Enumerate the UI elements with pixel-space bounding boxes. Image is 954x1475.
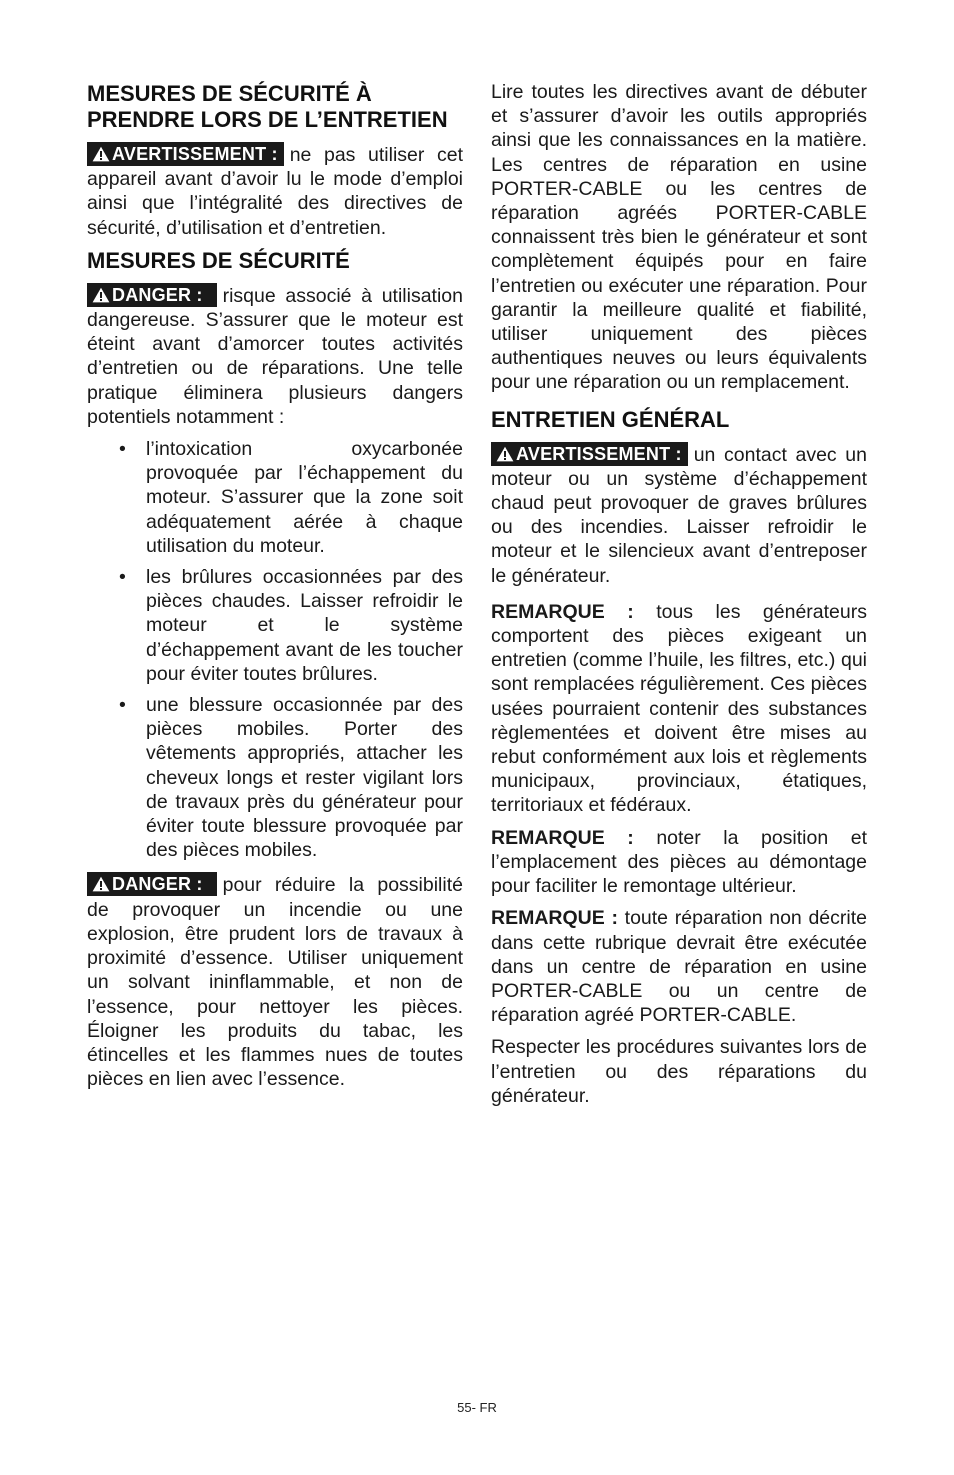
warning-badge-label: AVERTISSEMENT : (516, 443, 682, 464)
note-paragraph (491, 906, 867, 1027)
note-label: REMARQUE : (491, 826, 634, 849)
note-paragraph (491, 826, 867, 899)
right-column (491, 80, 867, 1116)
danger-paragraph (87, 283, 463, 429)
list-item (119, 565, 463, 686)
closing-paragraph: Respecter les procédures suivantes lors de l’entretien ou des réparations du générateur. (491, 1036, 867, 1107)
danger-badge-label: DANGER : (112, 284, 203, 305)
warning-paragraph (87, 142, 463, 240)
warning-badge (87, 142, 284, 166)
warning-triangle-icon (496, 446, 514, 462)
danger-badge (87, 283, 217, 307)
warning-badge (491, 442, 688, 466)
danger-paragraph-fuel (87, 872, 463, 1091)
list-item-text: l’intoxication oxycarbonée provoquée par l’échappement du moteur. S’assurer que la zone soit adéquatement aérée à chaque utilisation du moteur. (146, 438, 463, 557)
note-text: toute réparation non décrite dans cette rubrique devrait être exécutée dans un centre de réparation en usine PORTER-CABLE ou un centre de réparation agréé PORTER-CABLE. (491, 907, 867, 1027)
left-column (87, 80, 463, 1099)
danger-badge (87, 872, 217, 896)
page-number: 55- FR (457, 1400, 497, 1415)
danger-text: pour réduire la possibilité de provoquer un incendie ou une explosion, être prudent lors de travaux à proximité d’essence. Utiliser uniquement un solvant ininflammable, et non de l’essence, pour nettoyer les pièces. Éloigner les produits du tabac, les étincelles et les flammes nues de toutes pièces en lien avec l’essence. (87, 874, 463, 1091)
intro-paragraph: Lire toutes les directives avant de débuter et s’assurer d’avoir les outils appropriés ainsi que les connaissances en la matière. Les centres de réparation en usine PORTER-CABLE ou les centres de réparation agréés PORTER-CABLE connaissent très bien le générateur et sont complètement équipés pour en faire l’entretien ou exécuter une réparation. Pour garantir la meilleure qualité et fiabilité, utiliser uniquement des pièces authentiques neuves ou leurs équivalents pour une réparation ou un remplacement. (491, 81, 867, 394)
bullet-icon: • (119, 438, 126, 461)
list-item (119, 693, 463, 862)
list-item-text: une blessure occasionnée par des pièces mobiles. Porter des vêtements appropriés, attacher les cheveux longs et rester vigilant lors de travaux près du générateur pour éviter toute blessure provoquée par des pièces mobiles. (146, 694, 463, 862)
section-heading-general-maintenance: ENTRETIEN GÉNÉRAL (491, 406, 730, 432)
danger-badge-label: DANGER : (112, 874, 203, 895)
warning-text: ne pas utiliser cet appareil avant d’avoir lu le mode d’emploi ainsi que l’intégralité des directives de sécurité, d’utilisation et d’entretien. (87, 144, 463, 239)
warning-triangle-icon (92, 876, 110, 892)
note-paragraph (491, 600, 867, 818)
note-label: REMARQUE : (491, 907, 618, 930)
warning-paragraph (491, 442, 867, 588)
note-label: REMARQUE : (491, 600, 634, 623)
note-text: noter la position et l’emplacement des pièces au démontage pour faciliter le remontage ultérieur. (491, 826, 867, 898)
warning-triangle-icon (92, 146, 110, 162)
note-text: tous les générateurs comportent des pièces exigeant un entretien (comme l’huile, les filtres, etc.) qui sont remplacées régulièrement. Ces pièces usées pourraient contenir des substances règlementées et doivent être mises au rebut conformément aux lois et règlements municipaux, provinciaux, étatiques, territoriaux et fédéraux. (491, 600, 867, 817)
danger-text: risque associé à utilisation dangereuse. S’assurer que le moteur est éteint avant d’amorcer toutes activités d’entretien ou de réparations. Une telle pratique éliminera plusieurs dangers potentiels notamment : (87, 284, 463, 428)
warning-text: un contact avec un moteur ou un système d’échappement chaud peut provoquer de graves brûlures ou des incendies. Laisser refroidir le moteur et le silencieux avant d’entreposer le générateur. (491, 443, 867, 587)
bullet-icon: • (119, 566, 126, 589)
list-item (119, 437, 463, 558)
section-heading-safety: MESURES DE SÉCURITÉ (87, 247, 350, 273)
hazard-list (87, 437, 463, 862)
warning-badge-label: AVERTISSEMENT : (112, 144, 278, 164)
section-heading-maintenance-safety: MESURES DE SÉCURITÉ À PRENDRE LORS DE L’ENTRETIEN (87, 81, 448, 132)
bullet-icon: • (119, 694, 126, 717)
warning-triangle-icon (92, 287, 110, 303)
list-item-text: les brûlures occasionnées par des pièces chaudes. Laisser refroidir le moteur et le système d’échappement avant de les toucher pour éviter toutes brûlures. (146, 566, 463, 685)
